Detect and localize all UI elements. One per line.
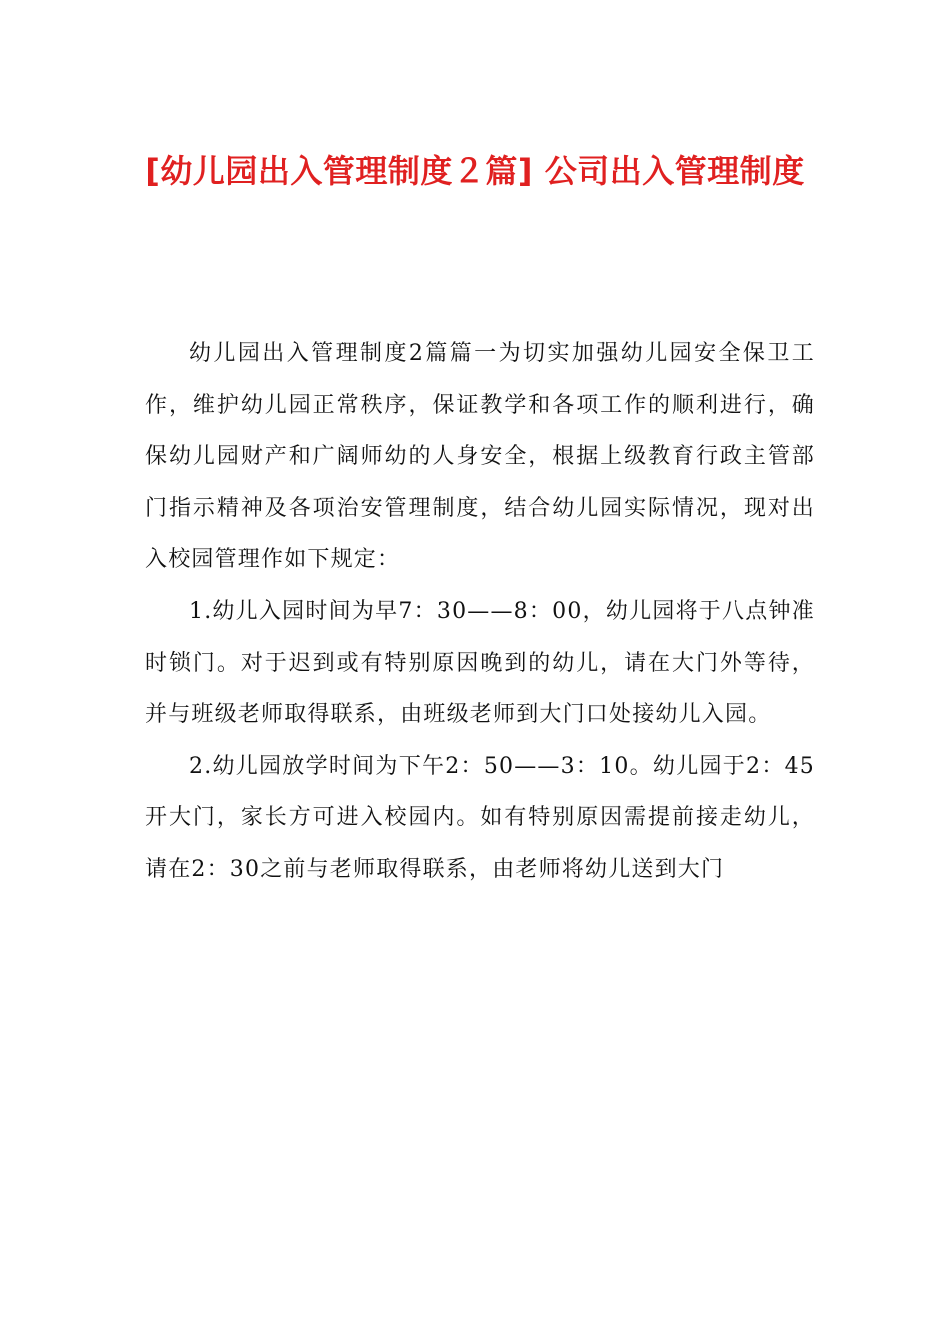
- paragraph-rule-2: 2.幼儿园放学时间为下午2：50——3：10。幼儿园于2：45开大门，家长方可进入校园内。如有特别原因需提前接走幼儿，请在2：30之前与老师取得联系，由老师将幼儿送到大门: [145, 753, 815, 882]
- document-body: [145, 328, 815, 896]
- paragraph-rule-1: 1.幼儿入园时间为早7：30——8：00，幼儿园将于八点钟准时锁门。对于迟到或有特别原因晚到的幼儿，请在大门外等待，并与班级老师取得联系，由班级老师到大门口处接幼儿入园。: [145, 598, 815, 728]
- paragraph-intro: 幼儿园出入管理制度2篇篇一为切实加强幼儿园安全保卫工作，维护幼儿园正常秩序，保证教学和各项工作的顺利进行，确保幼儿园财产和广阔师幼的人身安全，根据上级教育行政主管部门指示精神及各项治安管理制度，结合幼儿园实际情况，现对出入校园管理作如下规定：: [145, 341, 815, 573]
- document-title: [幼儿园出入管理制度２篇] 公司出入管理制度: [145, 152, 805, 190]
